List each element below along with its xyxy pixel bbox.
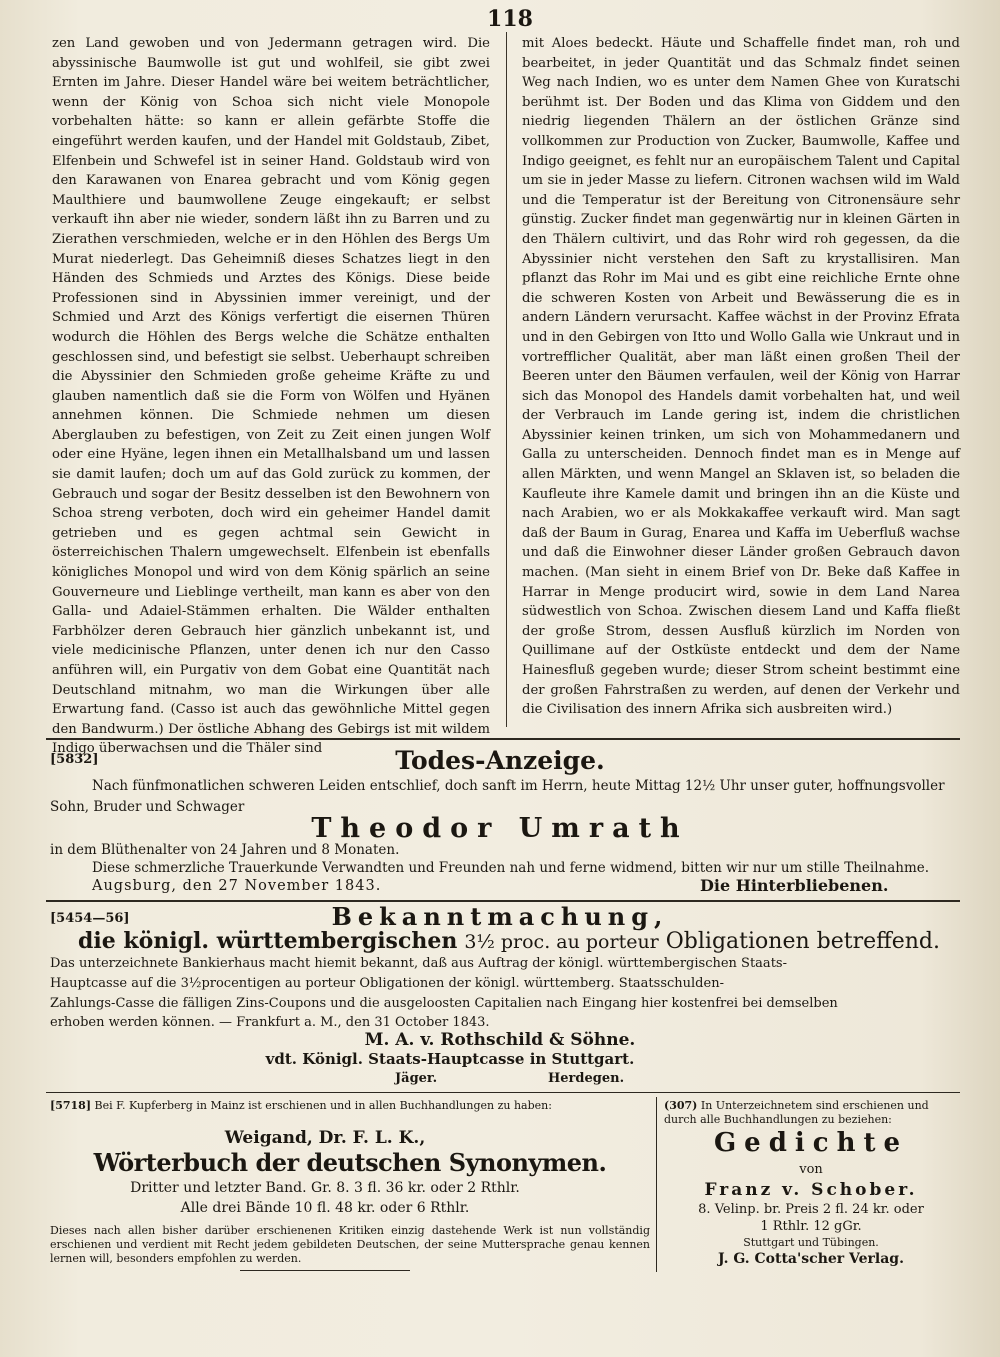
subtitle-part-c: Obligationen betreffend. — [665, 929, 941, 954]
signature-left: Jäger. — [395, 1071, 438, 1086]
announcement-subtitle — [78, 928, 940, 954]
place-date: Augsburg, den 27 November 1843. — [92, 878, 382, 894]
vdt-line: vdt. Königl. Staats-Hauptcasse in Stuttgart. — [265, 1050, 635, 1068]
deceased-name: Theodor Umrath — [311, 813, 689, 844]
death-notice-line: Sohn, Bruder und Schwager — [50, 799, 245, 815]
book-title: Wörterbuch der deutschen Synonymen. — [93, 1148, 607, 1177]
subtitle-part-a: die königl. württembergischen — [78, 928, 458, 954]
announcement-line: erhoben werden können. — Frankfurt a. M., den 31 October 1843. — [50, 1015, 490, 1030]
closing-rule — [240, 1270, 410, 1271]
article-right-column — [522, 34, 960, 720]
ad-reference: (307) — [664, 1099, 698, 1112]
announcement-line: Das unterzeichnete Bankierhaus macht hiemit bekannt, daß aus Auftrag der königl. württembergischen Staats- — [50, 956, 787, 971]
signature: Die Hinterbliebenen. — [700, 876, 889, 895]
ad-reference: [5454—56] — [50, 911, 130, 926]
poetry-author: Franz v. Schober. — [704, 1180, 918, 1200]
firm-name: M. A. v. Rothschild & Söhne. — [364, 1030, 636, 1050]
poetry-details: 8. Velinp. br. Preis 2 fl. 24 kr. oder — [698, 1202, 924, 1217]
ad-reference: [5832] — [50, 752, 99, 767]
article-text-right: mit Aloes bedeckt. Häute und Schaffelle findet man, roh und bearbeitet, in jeder Quantität und das Schmalz findet seinen Weg nach Indien, wo es unter dem Namen Ghee von Kuratschi berühmt ist. Der Boden und das Klima von Giddem und den niedrig liegenden Thälern an der östlichen Gränze sind vollkommen zur Production von Zucker, Baumwolle, Kaffee und Indigo geeignet, es fehlt nur an europäischem Talent und Capital um sie in jeder Masse zu liefern. Citronen wachsen wild im Wald und die Temperatur ist der Bereitung von Citronensäure sehr günstig. Zucker findet man gegenwärtig nur in kleinen Gärten in den Thälern cultivirt, und das Rohr wird roh gegessen, da die Abyssinier nicht verstehen den Saft zu krystallisiren. Man pflanzt das Rohr im Mai und es gibt eine reichliche Ernte ohne die schweren Kosten von Arbeit und Bewässerung die es in andern Ländern verursacht. Kaffee wächst in der Provinz Efrata und in den Gebirgen von Itto und Wollo Galla wie Unkraut und in vortrefflicher Qualität, aber man läßt einen großen Theil der Beeren unter den Bäumen verfaulen, weil der König von Harrar sich das Monopol des Handels damit vorbehalten hat, und weil der Verbrauch im Lande gering ist, indem die christlichen Abyssinier keinen trinken, um sich von Mohammedanern und Galla zu unterscheiden. Dennoch findet man es in Menge auf allen Märkten, und wenn Mangel an Sklaven ist, so beladen die Kaufleute ihre Kamele damit und bringen ihn an die Küste und nach Arabien, wo er als Mokkakaffee verkauft wird. Man sagt daß der Baum in Gurag, Enarea und Kaffa im Ueberfluß wachse und daß die Einwohner dieser Länder großen Gebrauch davon machen. (Man sieht in einem Brief von Dr. Beke daß Kaffee in Harrar in Menge producirt wird, sowie in dem Land Narea südwestlich von Schoa. Zwischen diesem Land und Kaffa fließt der große Strom, dessen Ausfluß kürzlich im Norden von Quillimane auf der Ostküste entdeckt und dem der Name Hainesfluß gegeben wurde; dieser Strom scheint bestimmt eine der großen Fahrstraßen zu werden, auf denen der Verkehr und die Civilisation des innern Afrika sich ausbreiten wird.) — [522, 36, 960, 718]
section-divider — [46, 738, 960, 740]
book-author: Weigand, Dr. F. L. K., — [224, 1128, 426, 1148]
announcement-line: Zahlungs-Casse die fälligen Zins-Coupons und die ausgeloosten Capitalien nach Eingang hier kostenfrei bei demselben — [50, 996, 838, 1011]
poetry-ad-intro-text: In Unterzeichnetem sind erschienen und durch alle Buchhandlungen zu beziehen: — [664, 1099, 929, 1126]
book-ad-intro-text: Bei F. Kupferberg in Mainz ist erschienen und in allen Buchhandlungen zu haben: — [94, 1099, 552, 1112]
signature-right: Herdegen. — [548, 1071, 625, 1086]
book-price: Alle drei Bände 10 fl. 48 kr. oder 6 Rthlr. — [180, 1200, 470, 1216]
book-ad-intro — [50, 1099, 650, 1113]
death-notice-title: Todes-Anzeige. — [395, 746, 605, 775]
book-volume: Dritter und letzter Band. Gr. 8. 3 fl. 36 kr. oder 2 Rthlr. — [130, 1180, 520, 1196]
ad-column-divider — [656, 1097, 657, 1272]
column-divider — [506, 32, 507, 727]
poetry-publisher: J. G. Cotta'scher Verlag. — [718, 1251, 904, 1267]
poetry-von: von — [799, 1162, 823, 1177]
ad-reference: [5718] — [50, 1099, 92, 1112]
poetry-ad-intro — [664, 1099, 958, 1127]
announcement-line: Hauptcasse auf die 3½procentigen au porteur Obligationen der königl. württemberg. Staatsschulden- — [50, 976, 724, 991]
death-notice-line: Nach fünfmonatlichen schweren Leiden entschlief, doch sanft im Herrn, heute Mittag 12½ Uhr unser guter, hoffnungsvoller — [92, 778, 945, 794]
article-left-column — [52, 34, 490, 759]
death-notice-line: in dem Blüthenalter von 24 Jahren und 8 Monaten. — [50, 842, 400, 858]
poetry-place: Stuttgart und Tübingen. — [743, 1236, 879, 1249]
page-number: 118 — [487, 6, 533, 32]
book-description: Dieses nach allen bisher darüber erschienenen Kritiken einzig dastehende Werk ist nun vollständig erschienen und verdient mit Recht jedem gebildeten Deutschen, der seine Muttersprache genau kennen lernen will, besonders empfohlen zu werden. — [50, 1224, 650, 1265]
announcement-title: Bekanntmachung, — [331, 902, 669, 931]
section-divider — [46, 1092, 960, 1093]
article-text-left: zen Land gewoben und von Jedermann getragen wird. Die abyssinische Baumwolle ist gut und wohlfeil, sie gibt zwei Ernten im Jahre. Dieser Handel wäre bei weitem beträchtlicher, wenn der König von Schoa sich nicht viele Monopole vorbehalten hätte: so kann er allein gefärbte Stoffe die eingeführt werden kaufen, und der Handel mit Goldstaub, Zibet, Elfenbein und Schwefel ist in seiner Hand. Goldstaub wird von den Karawanen von Enarea gebracht und vom König gegen Maulthiere und baumwollene Zeuge eingekauft; er selbst verkauft ihn aber nie wieder, sondern läßt ihn zu Barren und zu Zierathen verschmieden, welche er in den Höhlen des Bergs Um Murat niederlegt. Das Geheimniß dieses Schatzes liegt in den Händen des Schmieds und Arztes des Königs. Diese beide Professionen sind in Abyssinien immer vereinigt, und der Schmied und Arzt des Königs verfertigt die eisernen Thüren wodurch die Höhlen des Bergs welche die Schätze enthalten geschlossen sind, und befestigt sie selbst. Ueberhaupt schreiben die Abyssinier den Schmieden große geheime Kräfte zu und glauben namentlich daß sie die Form von Wölfen und Hyänen annehmen können. Die Schmiede nehmen um diesen Aberglauben zu befestigen, von Zeit zu Zeit einen jungen Wolf oder eine Hyäne, legen ihnen ein Metallhalsband um und lassen sie damit laufen; doch um auf das Gold zurück zu kommen, der Gebrauch und sogar der Besitz desselben ist den Bewohnern von Schoa streng verboten, doch wird ein geheimer Handel damit getrieben und es gegen achtmal sein Gewicht in österreichischen Thalern umgewechselt. Elfenbein ist ebenfalls königliches Monopol und wird von dem König spärlich an seine Gouverneure und Lieblinge vertheilt, man kann es aber von den Galla- und Adaiel-Stämmen erhalten. Die Wälder enthalten Farbhölzer deren Gebrauch hier gänzlich unbekannt ist, und viele medicinische Pflanzen, unter denen ich nur den Casso anführen will, ein Purgativ von dem Gobat eine Quantität nach Deutschland mitnahm, wo man die Wirkungen über alle Erwartung fand. (Casso ist auch das gewöhnliche Mittel gegen den Bandwurm.) Der östliche Abhang des Gebirgs ist mit wildem Indigo überwachsen und die Thäler sind — [52, 36, 490, 757]
death-notice-line: Diese schmerzliche Trauerkunde Verwandten und Freunden nah und ferne widmend, bitten wir nur um stille Theilnahme. — [92, 860, 930, 876]
poetry-title: Gedichte — [713, 1128, 909, 1158]
subtitle-part-b: 3½ proc. au porteur — [464, 931, 659, 953]
poetry-details-2: 1 Rthlr. 12 gGr. — [760, 1219, 862, 1234]
